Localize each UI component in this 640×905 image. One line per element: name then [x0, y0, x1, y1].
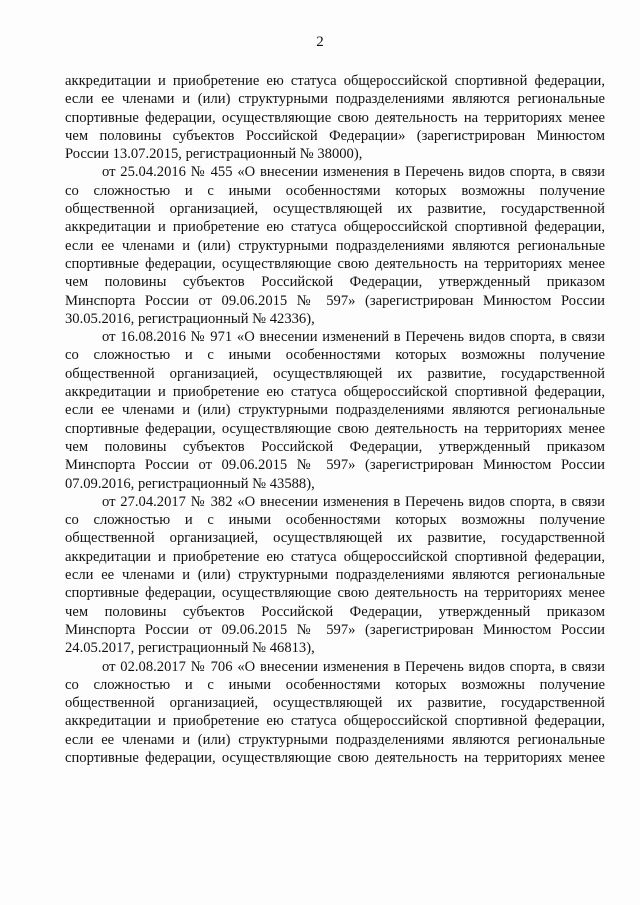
text-line: чем половины субъектов Российской Федерации, утвержденный приказом — [65, 274, 605, 291]
text-line: со сложностью и с иными особенностями которых возможны получение — [65, 347, 605, 364]
text-line: аккредитации и приобретение ею статуса общероссийской спортивной федерации, — [65, 548, 605, 565]
text-line: аккредитации и приобретение ею статуса общероссийской спортивной федерации, — [65, 384, 605, 401]
text-line: аккредитации и приобретение ею статуса общероссийской спортивной федерации, — [65, 219, 605, 236]
text-line: общественной организацией, осуществляющей их развитие, государственной — [65, 530, 605, 547]
text-line: от 27.04.2017 № 382 «О внесении изменения в Перечень видов спорта, в связи — [102, 493, 605, 510]
text-line: Минспорта России от 09.06.2015 № 597» (зарегистрирован Минюстом России — [65, 621, 605, 638]
text-line: общественной организацией, осуществляющей их развитие, государственной — [65, 695, 605, 712]
page-number: 2 — [316, 34, 324, 50]
text-line: если ее членами и (или) структурными подразделениями являются региональные — [65, 237, 605, 254]
text-line: если ее членами и (или) структурными подразделениями являются региональные — [65, 91, 605, 108]
text-line: если ее членами и (или) структурными подразделениями являются региональные — [65, 567, 605, 584]
text-line: если ее членами и (или) структурными подразделениями являются региональные — [65, 731, 605, 748]
text-line: со сложностью и с иными особенностями которых возможны получение — [65, 182, 605, 199]
text-line: аккредитации и приобретение ею статуса общероссийской спортивной федерации, — [65, 73, 605, 89]
text-line: спортивные федерации, осуществляющие свою деятельность на территориях менее — [65, 255, 605, 272]
text-line: общественной организацией, осуществляющей их развитие, государственной — [65, 365, 605, 382]
text-line: спортивные федерации, осуществляющие свою деятельность на территориях менее — [65, 420, 605, 437]
text-line: от 16.08.2016 № 971 «О внесении изменений в Перечень видов спорта, в связи — [102, 329, 605, 346]
text-line: чем половины субъектов Российской Федерации, утвержденный приказом — [65, 603, 605, 620]
text-line: если ее членами и (или) структурными подразделениями являются региональные — [65, 402, 605, 419]
text-line: России 13.07.2015, регистрационный № 38000), — [65, 146, 363, 163]
text-line: спортивные федерации, осуществляющие свою деятельность на территориях менее — [65, 585, 605, 602]
text-line: 07.09.2016, регистрационный № 43588), — [65, 475, 315, 492]
text-line: Минспорта России от 09.06.2015 № 597» (зарегистрирован Минюстом России — [65, 292, 605, 309]
text-line: чем половины субъектов Российской Федерации, утвержденный приказом — [65, 438, 605, 455]
text-line: со сложностью и с иными особенностями которых возможны получение — [65, 676, 605, 693]
text-line: 30.05.2016, регистрационный № 42336), — [65, 310, 315, 327]
text-line: чем половины субъектов Российской Федерации» (зарегистрирован Минюстом — [65, 127, 605, 144]
text-line: со сложностью и с иными особенностями которых возможны получение — [65, 512, 605, 529]
text-line: от 02.08.2017 № 706 «О внесении изменения в Перечень видов спорта, в связи — [102, 658, 605, 675]
text-line: от 25.04.2016 № 455 «О внесении изменения в Перечень видов спорта, в связи — [102, 164, 605, 181]
text-line: спортивные федерации, осуществляющие свою деятельность на территориях менее — [65, 749, 605, 766]
document-body — [65, 72, 605, 767]
text-line: Минспорта России от 09.06.2015 № 597» (зарегистрирован Минюстом России — [65, 457, 605, 474]
text-line: спортивные федерации, осуществляющие свою деятельность на территориях менее — [65, 109, 605, 126]
text-line: общественной организацией, осуществляющей их развитие, государственной — [65, 201, 605, 218]
text-line: 24.05.2017, регистрационный № 46813), — [65, 640, 315, 657]
text-line: аккредитации и приобретение ею статуса общероссийской спортивной федерации, — [65, 713, 605, 730]
